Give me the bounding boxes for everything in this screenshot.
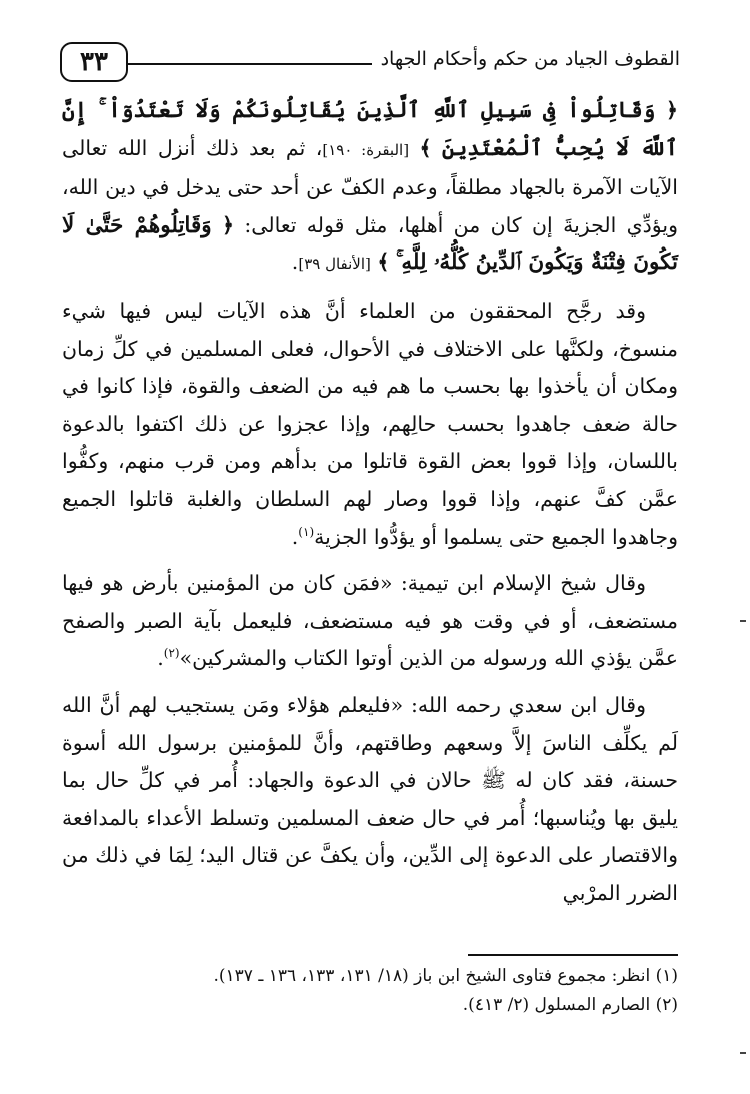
quran-open-bracket: ﴿ — [221, 212, 234, 237]
quran-verse-baqarah: وَقَاتِلُواْ فِى سَبِيلِ ٱللَّهِ ٱلَّذِينَ يُقَاتِلُونَكُمْ وَلَا تَعْتَدُوٓاْ ۚ إِنَّ ٱللَّهَ لَا يُحِبُّ ٱلْمُعْتَدِينَ — [62, 98, 678, 161]
quran-open-bracket: ﴿ — [665, 98, 678, 122]
book-title: القطوف الجياد من حكم وأحكام الجهاد — [380, 48, 680, 70]
footnote-marker: (٢) — [163, 646, 180, 661]
paragraph-text: وقال ابن سعدي رحمه الله: «فليعلم هؤلاء ومَن يستجيب لهم أنَّ الله لَم يكلِّف الناسَ إلاَّ وسعهم وطاقتهم، وأنَّ للمؤمنين برسول الله أسوة حسنة، فقد كان له ﷺ حالان في الدعوة والجهاد: أُمر في كلِّ حال بما يليق بها ويُناسبها؛ أُمر في حال ضعف المسلمين وتسلط الأعداء بالمدافعة والاقتصار على الدعوة إلى الدِّين، وأن يكفَّ عن قتال اليد؛ لِمَا في ذلك من الضرر المرْبي — [62, 692, 678, 905]
edge-mark — [740, 620, 746, 622]
page-number: ٣٣ — [60, 42, 128, 82]
footnotes — [72, 962, 678, 1020]
paragraph-1 — [62, 92, 678, 284]
page-header — [60, 42, 680, 86]
paragraph-text: وقال شيخ الإسلام ابن تيمية: «فمَن كان من المؤمنين بأرض هو فيها مستضعف، أو في وقت هو فيه مستضعف، فليعمل بآية الصبر والصفح عمَّن يؤذي الله ورسوله من الذين أوتوا الكتاب والمشركين» — [62, 571, 678, 671]
main-text — [62, 92, 678, 921]
quran-verse-anfal: وَقَاتِلُوهُمْ حَتَّىٰ لَا تَكُونَ فِتْنَةٌ وَيَكُونَ ٱلدِّينُ كُلُّهُۥ لِلَّهِ ۚ — [62, 212, 678, 276]
paragraph-2 — [62, 293, 678, 556]
sentence-end: . — [291, 524, 299, 549]
quran-close-bracket: ﴾ — [377, 250, 390, 275]
header-rule — [128, 63, 372, 65]
footnote-1: (١) انظر: مجموع فتاوى الشيخ ابن باز (١٨/ ١٣١، ١٣٣، ١٣٦ ـ ١٣٧). — [213, 966, 678, 986]
footnote-rule — [468, 954, 678, 956]
paragraph-text: ، ثم بعد ذلك أنزل الله تعالى الآيات الآمرة بالجهاد مطلقاً، وعدم الكفّ عن أحد حتى يدخل في دين الله، ويؤدِّي الجزيةَ إن كان من أهلها، مثل قوله تعالى: — [62, 135, 678, 237]
footnote-marker: (١) — [298, 524, 315, 539]
footnote-2: (٢) الصارم المسلول (٢/ ٤١٣). — [462, 995, 678, 1015]
verse-reference: [الأنفال ٣٩] — [298, 255, 371, 274]
paragraph-3 — [62, 565, 678, 678]
sentence-end: . — [157, 646, 164, 671]
edge-mark — [740, 1052, 746, 1054]
verse-reference: [البقرة: ١٩٠] — [322, 140, 410, 159]
paragraph-text: وقد رجَّح المحققون من العلماء أنَّ هذه الآيات ليس فيها شيء منسوخ، ولكنَّها على الاختلاف في الأحوال، فعلى المسلمين في كلِّ زمان ومكان أن يأخذوا بها بحسب ما هم فيه من الضعف والقوة، فإذا كانوا في حالة ضعف جاهدوا بحسب حالِهم، وإذا عجزوا عن ذلك اكتفوا بالدعوة باللسان، وإذا قووا بعض القوة قاتلوا من بدأهم ومن قرب منهم، وكفُّوا عمَّن كفَّ عنهم، وإذا قووا وصار لهم السلطان والغلبة قاتلوا الجميع وجاهدوا الجميع حتى يسلموا أو يؤدُّوا الجزية — [62, 298, 678, 549]
quran-close-bracket: ﴾ — [419, 135, 432, 160]
paragraph-4 — [62, 687, 678, 913]
sentence-end: . — [291, 250, 299, 275]
